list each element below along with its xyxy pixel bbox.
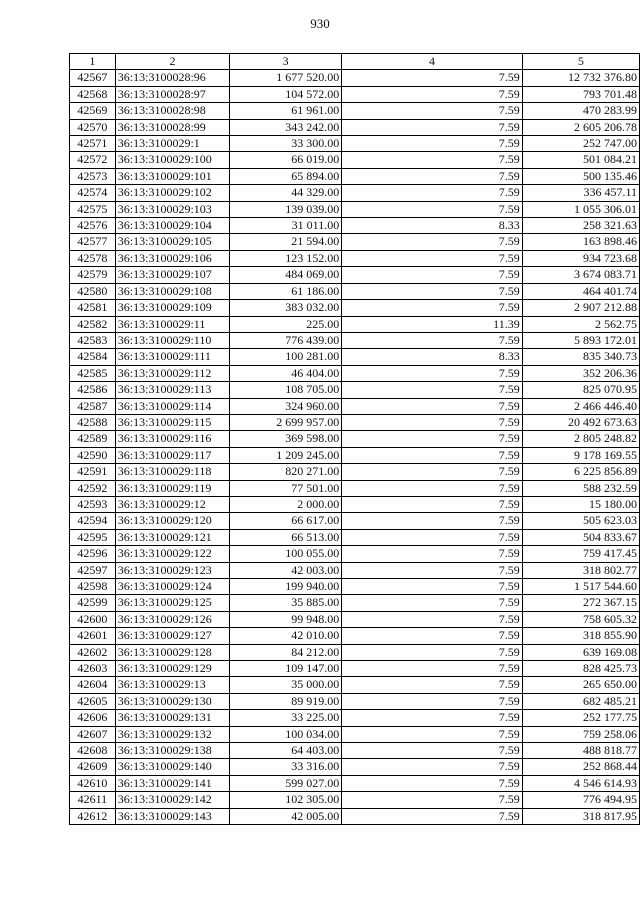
cadastral-number-cell: 36:13:3100029:109 <box>115 300 229 316</box>
table-row <box>70 185 640 201</box>
value-cell: 4 546 614.93 <box>522 775 639 791</box>
area-cell: 2 000.00 <box>230 496 342 512</box>
value-cell: 2 562.75 <box>522 316 639 332</box>
row-index-cell: 42590 <box>70 447 116 463</box>
rate-cell: 7.59 <box>342 579 523 595</box>
table-row <box>70 447 640 463</box>
table-row <box>70 644 640 660</box>
table-row <box>70 726 640 742</box>
rate-cell: 8.33 <box>342 218 523 234</box>
row-index-cell: 42600 <box>70 611 116 627</box>
area-cell: 44 329.00 <box>230 185 342 201</box>
rate-cell: 7.59 <box>342 759 523 775</box>
rate-cell: 7.59 <box>342 86 523 102</box>
area-cell: 383 032.00 <box>230 300 342 316</box>
value-cell: 318 855.90 <box>522 628 639 644</box>
row-index-cell: 42574 <box>70 185 116 201</box>
area-cell: 104 572.00 <box>230 86 342 102</box>
table-row <box>70 562 640 578</box>
row-index-cell: 42588 <box>70 414 116 430</box>
rate-cell: 7.59 <box>342 447 523 463</box>
row-index-cell: 42611 <box>70 792 116 808</box>
table-row <box>70 119 640 135</box>
rate-cell: 7.59 <box>342 743 523 759</box>
row-index-cell: 42569 <box>70 103 116 119</box>
row-index-cell: 42610 <box>70 775 116 791</box>
table-row <box>70 103 640 119</box>
cadastral-number-cell: 36:13:3100029:143 <box>115 808 229 824</box>
cadastral-number-cell: 36:13:3100029:101 <box>115 168 229 184</box>
cadastral-number-cell: 36:13:3100029:119 <box>115 480 229 496</box>
cadastral-number-cell: 36:13:3100029:110 <box>115 332 229 348</box>
cadastral-number-cell: 36:13:3100029:122 <box>115 546 229 562</box>
table-row <box>70 234 640 250</box>
table-body <box>70 70 640 825</box>
area-cell: 66 617.00 <box>230 513 342 529</box>
table-row <box>70 759 640 775</box>
row-index-cell: 42599 <box>70 595 116 611</box>
table-row <box>70 546 640 562</box>
area-cell: 46 404.00 <box>230 365 342 381</box>
rate-cell: 7.59 <box>342 595 523 611</box>
rate-cell: 7.59 <box>342 546 523 562</box>
value-cell: 265 650.00 <box>522 677 639 693</box>
value-cell: 336 457.11 <box>522 185 639 201</box>
rate-cell: 7.59 <box>342 382 523 398</box>
area-cell: 100 034.00 <box>230 726 342 742</box>
rate-cell: 7.59 <box>342 808 523 824</box>
cadastral-number-cell: 36:13:3100028:97 <box>115 86 229 102</box>
value-cell: 318 802.77 <box>522 562 639 578</box>
value-cell: 588 232.59 <box>522 480 639 496</box>
table-row <box>70 300 640 316</box>
table-row <box>70 693 640 709</box>
cadastral-number-cell: 36:13:3100029:104 <box>115 218 229 234</box>
area-cell: 2 699 957.00 <box>230 414 342 430</box>
page-number: 930 <box>310 16 330 31</box>
value-cell: 252 868.44 <box>522 759 639 775</box>
value-cell: 501 084.21 <box>522 152 639 168</box>
row-index-cell: 42572 <box>70 152 116 168</box>
value-cell: 682 485.21 <box>522 693 639 709</box>
value-cell: 272 367.15 <box>522 595 639 611</box>
value-cell: 759 258.06 <box>522 726 639 742</box>
area-cell: 42 005.00 <box>230 808 342 824</box>
cadastral-number-cell: 36:13:3100029:132 <box>115 726 229 742</box>
table-row <box>70 349 640 365</box>
row-index-cell: 42589 <box>70 431 116 447</box>
area-cell: 1 209 245.00 <box>230 447 342 463</box>
cadastral-number-cell: 36:13:3100029:105 <box>115 234 229 250</box>
cadastral-number-cell: 36:13:3100029:100 <box>115 152 229 168</box>
value-cell: 835 340.73 <box>522 349 639 365</box>
row-index-cell: 42577 <box>70 234 116 250</box>
row-index-cell: 42608 <box>70 743 116 759</box>
table-row <box>70 480 640 496</box>
value-cell: 500 135.46 <box>522 168 639 184</box>
cadastral-number-cell: 36:13:3100029:102 <box>115 185 229 201</box>
area-cell: 369 598.00 <box>230 431 342 447</box>
cadastral-number-cell: 36:13:3100029:121 <box>115 529 229 545</box>
row-index-cell: 42582 <box>70 316 116 332</box>
table-row <box>70 792 640 808</box>
value-cell: 1 055 306.01 <box>522 201 639 217</box>
row-index-cell: 42607 <box>70 726 116 742</box>
table-row <box>70 529 640 545</box>
row-index-cell: 42573 <box>70 168 116 184</box>
table-row <box>70 283 640 299</box>
value-cell: 464 401.74 <box>522 283 639 299</box>
value-cell: 5 893 172.01 <box>522 332 639 348</box>
table-row <box>70 332 640 348</box>
cadastral-number-cell: 36:13:3100029:125 <box>115 595 229 611</box>
rate-cell: 7.59 <box>342 775 523 791</box>
row-index-cell: 42598 <box>70 579 116 595</box>
value-cell: 2 805 248.82 <box>522 431 639 447</box>
table-row <box>70 414 640 430</box>
row-index-cell: 42575 <box>70 201 116 217</box>
cadastral-number-cell: 36:13:3100028:96 <box>115 70 229 86</box>
cadastral-number-cell: 36:13:3100028:98 <box>115 103 229 119</box>
table-row <box>70 677 640 693</box>
row-index-cell: 42567 <box>70 70 116 86</box>
row-index-cell: 42592 <box>70 480 116 496</box>
column-header-4: 4 <box>342 54 523 70</box>
cadastral-number-cell: 36:13:3100029:129 <box>115 661 229 677</box>
row-index-cell: 42594 <box>70 513 116 529</box>
table-row <box>70 743 640 759</box>
area-cell: 61 186.00 <box>230 283 342 299</box>
value-cell: 488 818.77 <box>522 743 639 759</box>
area-cell: 35 000.00 <box>230 677 342 693</box>
cadastral-number-cell: 36:13:3100029:117 <box>115 447 229 463</box>
rate-cell: 7.59 <box>342 693 523 709</box>
value-cell: 318 817.95 <box>522 808 639 824</box>
cadastral-number-cell: 36:13:3100029:126 <box>115 611 229 627</box>
cadastral-number-cell: 36:13:3100029:106 <box>115 250 229 266</box>
table-row <box>70 152 640 168</box>
row-index-cell: 42586 <box>70 382 116 398</box>
value-cell: 934 723.68 <box>522 250 639 266</box>
table-row <box>70 382 640 398</box>
area-cell: 484 069.00 <box>230 267 342 283</box>
area-cell: 65 894.00 <box>230 168 342 184</box>
area-cell: 820 271.00 <box>230 464 342 480</box>
rate-cell: 7.59 <box>342 792 523 808</box>
table-row <box>70 661 640 677</box>
column-header-5: 5 <box>522 54 639 70</box>
rate-cell: 7.59 <box>342 267 523 283</box>
rate-cell: 7.59 <box>342 480 523 496</box>
rate-cell: 7.59 <box>342 168 523 184</box>
value-cell: 6 225 856.89 <box>522 464 639 480</box>
value-cell: 470 283.99 <box>522 103 639 119</box>
cadastral-number-cell: 36:13:3100029:112 <box>115 365 229 381</box>
row-index-cell: 42581 <box>70 300 116 316</box>
rate-cell: 7.59 <box>342 611 523 627</box>
column-header-2: 2 <box>115 54 229 70</box>
rate-cell: 7.59 <box>342 283 523 299</box>
row-index-cell: 42576 <box>70 218 116 234</box>
area-cell: 599 027.00 <box>230 775 342 791</box>
cadastral-number-cell: 36:13:3100029:116 <box>115 431 229 447</box>
row-index-cell: 42597 <box>70 562 116 578</box>
table-row <box>70 710 640 726</box>
rate-cell: 7.59 <box>342 300 523 316</box>
area-cell: 100 281.00 <box>230 349 342 365</box>
area-cell: 66 019.00 <box>230 152 342 168</box>
value-cell: 825 070.95 <box>522 382 639 398</box>
table-row <box>70 86 640 102</box>
rate-cell: 7.59 <box>342 152 523 168</box>
cadastral-number-cell: 36:13:3100029:128 <box>115 644 229 660</box>
column-header-3: 3 <box>230 54 342 70</box>
row-index-cell: 42602 <box>70 644 116 660</box>
area-cell: 64 403.00 <box>230 743 342 759</box>
area-cell: 199 940.00 <box>230 579 342 595</box>
rate-cell: 7.59 <box>342 332 523 348</box>
cadastral-number-cell: 36:13:3100029:118 <box>115 464 229 480</box>
value-cell: 252 747.00 <box>522 136 639 152</box>
area-cell: 84 212.00 <box>230 644 342 660</box>
cadastral-value-table <box>69 53 640 825</box>
rate-cell: 7.59 <box>342 201 523 217</box>
cadastral-number-cell: 36:13:3100028:99 <box>115 119 229 135</box>
value-cell: 776 494.95 <box>522 792 639 808</box>
area-cell: 21 594.00 <box>230 234 342 250</box>
table-row <box>70 398 640 414</box>
rate-cell: 11.39 <box>342 316 523 332</box>
row-index-cell: 42591 <box>70 464 116 480</box>
cadastral-number-cell: 36:13:3100029:13 <box>115 677 229 693</box>
rate-cell: 7.59 <box>342 234 523 250</box>
table-row <box>70 218 640 234</box>
row-index-cell: 42583 <box>70 332 116 348</box>
table-row <box>70 431 640 447</box>
value-cell: 163 898.46 <box>522 234 639 250</box>
area-cell: 61 961.00 <box>230 103 342 119</box>
cadastral-number-cell: 36:13:3100029:124 <box>115 579 229 595</box>
area-cell: 77 501.00 <box>230 480 342 496</box>
table-row <box>70 775 640 791</box>
area-cell: 33 225.00 <box>230 710 342 726</box>
rate-cell: 7.59 <box>342 710 523 726</box>
value-cell: 504 833.67 <box>522 529 639 545</box>
cadastral-number-cell: 36:13:3100029:103 <box>115 201 229 217</box>
cadastral-number-cell: 36:13:3100029:107 <box>115 267 229 283</box>
area-cell: 99 948.00 <box>230 611 342 627</box>
table-row <box>70 70 640 86</box>
rate-cell: 8.33 <box>342 349 523 365</box>
cadastral-number-cell: 36:13:3100029:120 <box>115 513 229 529</box>
rate-cell: 7.59 <box>342 70 523 86</box>
row-index-cell: 42587 <box>70 398 116 414</box>
rate-cell: 7.59 <box>342 644 523 660</box>
value-cell: 1 517 544.60 <box>522 579 639 595</box>
cadastral-number-cell: 36:13:3100029:130 <box>115 693 229 709</box>
cadastral-number-cell: 36:13:3100029:131 <box>115 710 229 726</box>
rate-cell: 7.59 <box>342 529 523 545</box>
row-index-cell: 42595 <box>70 529 116 545</box>
row-index-cell: 42584 <box>70 349 116 365</box>
value-cell: 639 169.08 <box>522 644 639 660</box>
table-row <box>70 808 640 824</box>
table-row <box>70 136 640 152</box>
cadastral-number-cell: 36:13:3100029:113 <box>115 382 229 398</box>
area-cell: 324 960.00 <box>230 398 342 414</box>
header-row <box>70 54 640 70</box>
value-cell: 758 605.32 <box>522 611 639 627</box>
value-cell: 12 732 376.80 <box>522 70 639 86</box>
value-cell: 759 417.45 <box>522 546 639 562</box>
rate-cell: 7.59 <box>342 431 523 447</box>
cadastral-number-cell: 36:13:3100029:1 <box>115 136 229 152</box>
row-index-cell: 42580 <box>70 283 116 299</box>
row-index-cell: 42568 <box>70 86 116 102</box>
rate-cell: 7.59 <box>342 365 523 381</box>
area-cell: 776 439.00 <box>230 332 342 348</box>
area-cell: 225.00 <box>230 316 342 332</box>
rate-cell: 7.59 <box>342 464 523 480</box>
area-cell: 42 003.00 <box>230 562 342 578</box>
area-cell: 35 885.00 <box>230 595 342 611</box>
table-row <box>70 250 640 266</box>
cadastral-number-cell: 36:13:3100029:108 <box>115 283 229 299</box>
table-row <box>70 464 640 480</box>
value-cell: 352 206.36 <box>522 365 639 381</box>
column-header-1: 1 <box>70 54 116 70</box>
row-index-cell: 42578 <box>70 250 116 266</box>
rate-cell: 7.59 <box>342 562 523 578</box>
rate-cell: 7.59 <box>342 677 523 693</box>
row-index-cell: 42604 <box>70 677 116 693</box>
area-cell: 139 039.00 <box>230 201 342 217</box>
row-index-cell: 42612 <box>70 808 116 824</box>
rate-cell: 7.59 <box>342 661 523 677</box>
area-cell: 102 305.00 <box>230 792 342 808</box>
rate-cell: 7.59 <box>342 185 523 201</box>
area-cell: 89 919.00 <box>230 693 342 709</box>
cadastral-number-cell: 36:13:3100029:114 <box>115 398 229 414</box>
cadastral-number-cell: 36:13:3100029:141 <box>115 775 229 791</box>
area-cell: 1 677 520.00 <box>230 70 342 86</box>
rate-cell: 7.59 <box>342 119 523 135</box>
row-index-cell: 42585 <box>70 365 116 381</box>
rate-cell: 7.59 <box>342 496 523 512</box>
cadastral-number-cell: 36:13:3100029:123 <box>115 562 229 578</box>
value-cell: 252 177.75 <box>522 710 639 726</box>
table-row <box>70 168 640 184</box>
rate-cell: 7.59 <box>342 250 523 266</box>
table-row <box>70 496 640 512</box>
row-index-cell: 42571 <box>70 136 116 152</box>
value-cell: 2 466 446.40 <box>522 398 639 414</box>
value-cell: 258 321.63 <box>522 218 639 234</box>
cadastral-number-cell: 36:13:3100029:138 <box>115 743 229 759</box>
table-row <box>70 365 640 381</box>
table-row <box>70 628 640 644</box>
area-cell: 42 010.00 <box>230 628 342 644</box>
value-cell: 3 674 083.71 <box>522 267 639 283</box>
rate-cell: 7.59 <box>342 414 523 430</box>
row-index-cell: 42601 <box>70 628 116 644</box>
table-row <box>70 513 640 529</box>
rate-cell: 7.59 <box>342 628 523 644</box>
value-cell: 20 492 673.63 <box>522 414 639 430</box>
cadastral-number-cell: 36:13:3100029:11 <box>115 316 229 332</box>
row-index-cell: 42593 <box>70 496 116 512</box>
rate-cell: 7.59 <box>342 398 523 414</box>
row-index-cell: 42606 <box>70 710 116 726</box>
area-cell: 108 705.00 <box>230 382 342 398</box>
value-cell: 9 178 169.55 <box>522 447 639 463</box>
cadastral-number-cell: 36:13:3100029:111 <box>115 349 229 365</box>
area-cell: 343 242.00 <box>230 119 342 135</box>
value-cell: 828 425.73 <box>522 661 639 677</box>
cadastral-number-cell: 36:13:3100029:115 <box>115 414 229 430</box>
value-cell: 2 605 206.78 <box>522 119 639 135</box>
area-cell: 66 513.00 <box>230 529 342 545</box>
rate-cell: 7.59 <box>342 726 523 742</box>
value-cell: 15 180.00 <box>522 496 639 512</box>
area-cell: 123 152.00 <box>230 250 342 266</box>
area-cell: 33 300.00 <box>230 136 342 152</box>
value-cell: 505 623.03 <box>522 513 639 529</box>
cadastral-number-cell: 36:13:3100029:140 <box>115 759 229 775</box>
table-row <box>70 316 640 332</box>
row-index-cell: 42596 <box>70 546 116 562</box>
table-row <box>70 611 640 627</box>
area-cell: 31 011.00 <box>230 218 342 234</box>
table-row <box>70 595 640 611</box>
rate-cell: 7.59 <box>342 136 523 152</box>
row-index-cell: 42605 <box>70 693 116 709</box>
rate-cell: 7.59 <box>342 513 523 529</box>
row-index-cell: 42603 <box>70 661 116 677</box>
table-row <box>70 579 640 595</box>
row-index-cell: 42609 <box>70 759 116 775</box>
table-row <box>70 267 640 283</box>
area-cell: 100 055.00 <box>230 546 342 562</box>
cadastral-number-cell: 36:13:3100029:12 <box>115 496 229 512</box>
value-cell: 2 907 212.88 <box>522 300 639 316</box>
value-cell: 793 701.48 <box>522 86 639 102</box>
rate-cell: 7.59 <box>342 103 523 119</box>
table-row <box>70 201 640 217</box>
cadastral-number-cell: 36:13:3100029:142 <box>115 792 229 808</box>
row-index-cell: 42579 <box>70 267 116 283</box>
area-cell: 109 147.00 <box>230 661 342 677</box>
cadastral-number-cell: 36:13:3100029:127 <box>115 628 229 644</box>
area-cell: 33 316.00 <box>230 759 342 775</box>
row-index-cell: 42570 <box>70 119 116 135</box>
